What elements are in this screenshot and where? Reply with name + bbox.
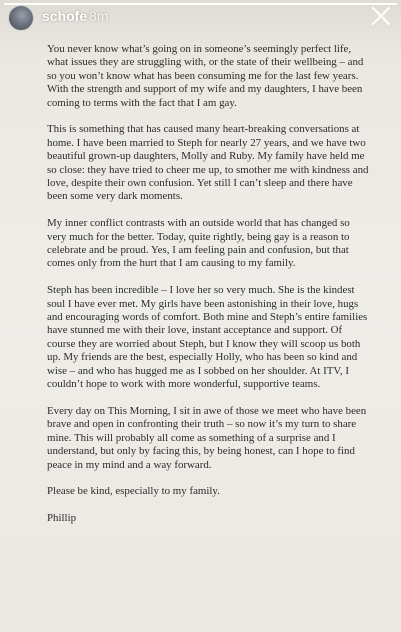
avatar[interactable]: [8, 5, 34, 31]
username[interactable]: schofe: [42, 8, 88, 24]
paragraph: Steph has been incredible – I love her so very much. She is the kindest soul I have ever met. My girls have been astonishing in their love, hugs and encouraging words of comfort. Both mine and Steph’s entire families have stunned me with their love, instant acceptance and support. Of course they are worried about Steph, but I know they will scoop us both up. My friends are the best, especially Holly, who has been so kind and wise – and who has hugged me as I sobbed on her shoulder. At ITV, I couldn’t hope to work with more wonderful, supportive teams.: [47, 284, 368, 391]
statement-text: [47, 43, 369, 526]
story-header: [0, 0, 401, 34]
close-button[interactable]: [371, 6, 391, 26]
paragraph: Please be kind, especially to my family.: [47, 485, 220, 498]
paragraph: You never know what’s going on in someone’s seemingly perfect life, what issues they are struggling with, or the state of their wellbeing – and so you won’t know what has been consuming me for the last few years. With the strength and support of my wife and my daughters, I have been coming to terms with the fact that I am gay.: [47, 43, 364, 109]
timestamp: 8m: [89, 8, 109, 24]
paragraph: Every day on This Morning, I sit in awe of those we meet who have been brave and open in confronting their truth – so now it’s my turn to share mine. This will probably all come as something of a surprise and I understand, but only by facing this, by being honest, can I hope to find peace in my mind and a way forward.: [47, 404, 367, 471]
paragraph: My inner conflict contrasts with an outside world that has changed so very much for the better. Today, quite rightly, being gay is a reason to celebrate and be proud. Yes, I am feeling pain and confusion, but that comes only from the hurt that I am causing to my family.: [47, 217, 350, 270]
close-x-icon: [371, 6, 391, 26]
paragraph: This is something that has caused many heart-breaking conversations at home. I have been married to Steph for nearly 27 years, and we have two beautiful grown-up daughters, Molly and Ruby. My family have held me so close: they have tried to cheer me up, to smother me with kindness and love, despite their own confusion. Yet still I can’t sleep and there have been some very dark moments.: [47, 123, 369, 203]
signature: Phillip: [47, 512, 77, 525]
